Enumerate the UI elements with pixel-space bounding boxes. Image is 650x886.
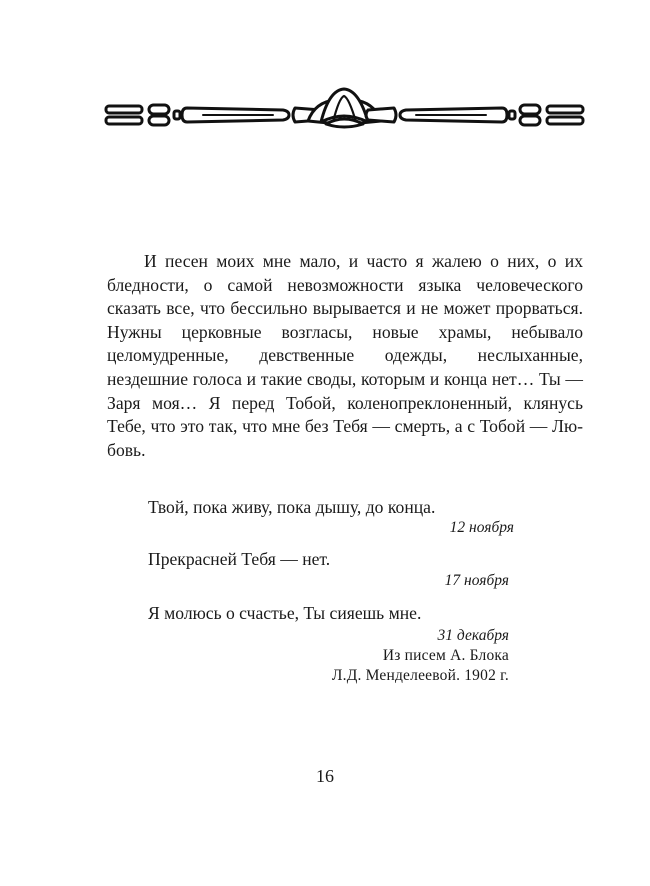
page-number: 16: [316, 766, 334, 786]
entry-text: Твой, пока живу, пока дышу, до конца.: [148, 497, 436, 517]
letter-paragraph: И песен моих мне мало, и часто я жалею о них, о их бледности, о самой невозможности языка человеческого сказать все, что бессильно вырывается и не может прорваться. Нужны церковные возгласы, новые храмы, небывало целомудренные, девственные одежды, неслыханные, нездешние голоса и такие своды, которым и конца нет… Ты — Заря моя… Я перед Тобой, коленопреклоненный, клянусь Тебе, что это так, что мне без Тебя — смерть, а с Тобой — Любовь.: [107, 251, 583, 460]
attribution-line: Из писем А. Блока: [382, 647, 509, 664]
attribution-line: Л.Д. Менделеевой. 1902 г.: [331, 667, 509, 684]
entry-date: 31 декабря: [437, 627, 509, 644]
entry-text: Прекрасней Тебя — нет.: [148, 549, 331, 569]
entry-date: 17 ноября: [444, 572, 509, 589]
art-nouveau-border-ornament-icon: [103, 86, 586, 132]
entry-text: Я молюсь о счастье, Ты сияешь мне.: [148, 603, 422, 623]
entry-date: 12 ноября: [449, 519, 514, 536]
